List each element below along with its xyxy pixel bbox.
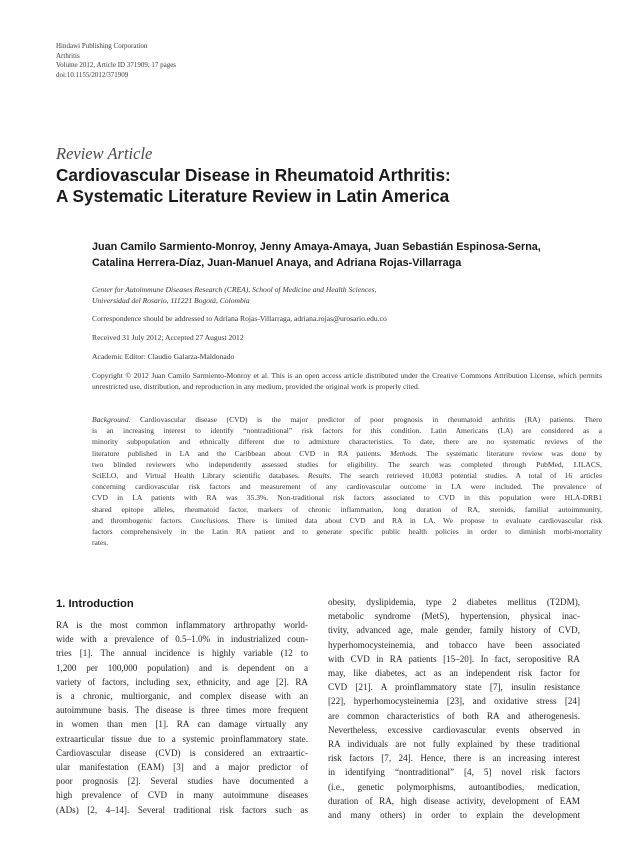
abstract — [92, 414, 602, 548]
abstract-label-results: Results. — [307, 471, 332, 481]
body-line: and many others) in order to explain the development — [328, 810, 580, 821]
abstract-line: minority subpopulation and ethnically different due to admixture characteristics. To date, there are no systematic reviews of the — [92, 437, 602, 447]
body-line: hyperhomocysteinemia, and tobacco have been associated — [328, 639, 580, 650]
journal-name: Arthritis — [56, 51, 80, 60]
body-line: risk factors [7, 24]. Hence, there is an increasing interest — [328, 753, 580, 764]
author-line: Juan Camilo Sarmiento-Monroy, Jenny Amaya-Amaya, Juan Sebastián Espinosa-Serna, — [92, 241, 541, 253]
body-line: metabolic syndrome (MetS), hypertension, physical inac- — [328, 611, 580, 622]
body-line: tivity, advanced age, male gender, family history of CVD, — [328, 625, 580, 636]
body-line: RA individuals are not fully explained by these traditional — [328, 739, 580, 750]
affiliation-line: Universidad del Rosario, 111221 Bogotá, Colombia — [92, 295, 250, 305]
body-column-left — [56, 618, 308, 817]
body-line: extraarticular tissue due to a systemic proinflammatory state. — [56, 733, 308, 744]
author-list — [92, 240, 541, 271]
abstract-line: two blinded reviewers who independently assessed studies for eligibility. The search was completed through PubMed, LILACS, — [92, 459, 602, 469]
body-line: with CVD in RA patients [15–20]. In fact, seropositive RA — [328, 653, 580, 664]
doi[interactable]: doi:10.1155/2012/371909 — [56, 70, 129, 79]
abstract-line: factors comprehensively in the Latin RA patient and to generate specific public health policies in order to diminish morbi-mortality — [92, 527, 602, 537]
abstract-label-conclusions: Conclusions. — [190, 515, 230, 525]
copyright-notice: Copyright © 2012 Juan Camilo Sarmiento-Monroy et al. This is an open access article distributed under the Creative Commons Attribution License, which permits unrestricted use, distribution, and reproduction in any medium, provided the original work is properly cited. — [92, 371, 602, 391]
body-line: in women than men [1]. RA can damage virtually any — [56, 719, 308, 730]
body-line: may, like diabetes, act as an independent risk factor for — [328, 668, 580, 679]
academic-editor: Academic Editor: Claudio Galarza-Maldonado — [92, 352, 235, 361]
abstract-line: concerning cardiovascular risk factors and measurement of any cardiovascular outcome in LA were included. The prevalence of — [92, 482, 602, 492]
body-line: RA is the most common inflammatory arthropathy world- — [56, 620, 308, 630]
body-line: high prevalence of CVD in many autoimmune diseases — [56, 790, 308, 801]
body-line: variety of factors, including sex, ethnicity, and age [2]. RA — [56, 676, 308, 687]
body-line: [22], hyperhomocysteinemia [23], and oxidative stress [24] — [328, 696, 580, 707]
body-line: Cardiovascular disease (CVD) is considered an extraartic- — [56, 747, 308, 758]
body-line: (ADs) [2, 4–14]. Several traditional risk factors such as — [56, 804, 308, 815]
body-line: duration of RA, high disease activity, development of EAM — [328, 795, 580, 806]
abstract-line: rates. — [92, 538, 109, 548]
received-accepted-dates: Received 31 July 2012; Accepted 27 August 2012 — [92, 333, 244, 342]
body-line: in identifying “nontraditional” [4, 5] novel risk factors — [328, 767, 580, 778]
abstract-line: is an increasing interest to identify “nontraditional” risk factors for this condition. Latin Americans (LA) are considered as a — [92, 426, 602, 436]
abstract-line: Background. Cardiovascular disease (CVD) is the major predictor of poor prognosis in rheumatoid arthritis (RA) patients. There — [92, 415, 602, 424]
body-line: wide with a prevalence of 0.5–1.0% in industrialized coun- — [56, 634, 308, 645]
article-title — [56, 165, 451, 207]
body-column-right — [328, 595, 580, 822]
body-line: is a chronic, multiorganic, and complex disease with an — [56, 691, 308, 702]
journal-header — [56, 42, 176, 80]
body-line: autoimmune basis. The disease is three times more frequent — [56, 705, 308, 716]
abstract-line: literature published in LA and the Caribbean about CVD in RA patients. Methods. The systematic literature review was done by — [92, 448, 602, 458]
publisher-name: Hindawi Publishing Corporation — [56, 42, 148, 50]
volume-info: Volume 2012, Article ID 371909, 17 pages — [56, 61, 177, 70]
body-line: 1,200 per 100,000 population) and is dependent on a — [56, 662, 308, 673]
correspondence: Correspondence should be addressed to Adriana Rojas-Villarraga, adriana.rojas@urosario.edu.co — [92, 314, 387, 323]
affiliation — [92, 285, 377, 306]
body-line: ular manifestation (EAM) [3] and a major predictor of — [56, 762, 308, 773]
body-line: CVD [21]. A proinflammatory state [7], insulin resistance — [328, 682, 580, 693]
abstract-line: and thrombogenic factors. Conclusions. There is limited data about CVD and RA in LA. We propose to evaluate cardiovascular risk — [92, 515, 602, 525]
body-line: Nevertheless, excessive cardiovascular events observed in — [328, 724, 580, 735]
body-line: are common characteristics of both RA and atherogenesis. — [328, 710, 580, 721]
body-line: obesity, dyslipidemia, type 2 diabetes mellitus (T2DM), — [328, 597, 580, 607]
abstract-line: SciELO, and Virtual Health Library scientific databases. Results. The search retrieved 10,083 potential studies. A total of 16 articles — [92, 471, 602, 481]
abstract-label-background: Background. — [92, 415, 131, 424]
title-line: A Systematic Literature Review in Latin America — [56, 186, 450, 206]
affiliation-line: Center for Autoimmune Diseases Research (CREA), School of Medicine and Health Sciences, — [92, 285, 377, 294]
body-line: poor prognosis [2]. Several studies have documented a — [56, 776, 308, 787]
author-line: Catalina Herrera-Díaz, Juan-Manuel Anaya, and Adriana Rojas-Villarraga — [92, 256, 462, 269]
abstract-line: shared epitope alleles, rheumatoid factor, markers of chronic inflammation, long duration of RA, steroids, familial autoimmunity, — [92, 504, 602, 514]
article-type: Review Article — [56, 144, 153, 163]
abstract-line: CVD in LA patients with RA was 35.3%. Non-traditional risk factors associated to CVD in this population were HLA-DRB1 — [92, 493, 602, 503]
section-heading: 1. Introduction — [56, 598, 134, 610]
body-line: tries [1]. The annual incidence is highly variable (12 to — [56, 648, 308, 659]
title-line: Cardiovascular Disease in Rheumatoid Arthritis: — [56, 165, 451, 185]
abstract-label-methods: Methods. — [390, 448, 418, 458]
body-line: (i.e., genetic polymorphisms, autoantibodies, medication, — [328, 781, 580, 792]
